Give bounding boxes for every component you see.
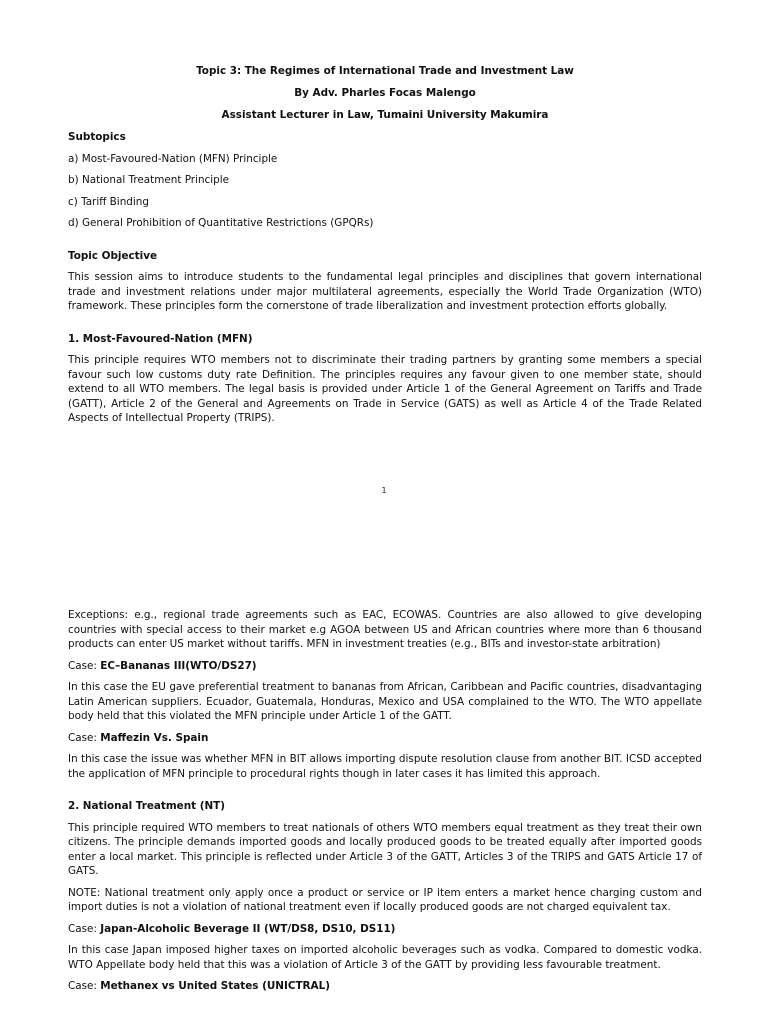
case-heading-methanex (68, 979, 702, 994)
case-prefix: Case: (68, 922, 101, 935)
nt-text: This principle required WTO members to treat nationals of others WTO members equal treatment as they treat their own citizens. The principle demands imported goods and locally produced goods to be treated equally after imported goods enter a local market. This principle is reflected under Article 3 of the GATT, Articles 3 of the TRIPS and GATS Article 17 of GATS. (68, 821, 702, 877)
nt-heading: 2. National Treatment (NT) (68, 800, 225, 812)
case-heading-bananas (68, 659, 702, 674)
case-title: Maffezin Vs. Spain (100, 731, 209, 744)
objective-text: This session aims to introduce students to the fundamental legal principles and disciplines that govern international trade and investment relations under major multilateral agreements, especially the World Trade Organization (WTO) framework. These principles form the cornerstone of trade liberalization and investment protection efforts globally. (68, 271, 702, 312)
case-prefix: Case: (68, 659, 101, 672)
subtopic-item: d) General Prohibition of Quantitative Restrictions (GPQRs) (68, 217, 374, 229)
objective-heading: Topic Objective (68, 249, 158, 262)
page-number: 1 (381, 486, 387, 495)
document-affiliation: Assistant Lecturer in Law, Tumaini University Makumira (221, 109, 549, 121)
subtopic-item: b) National Treatment Principle (68, 174, 230, 186)
case-title: Japan-Alcoholic Beverage II (WT/DS8, DS10, DS11) (100, 922, 396, 935)
subtopic-item: c) Tariff Binding (68, 195, 149, 208)
document-title: Topic 3: The Regimes of International Trade and Investment Law (196, 65, 574, 77)
case-text-maffezin: In this case the issue was whether MFN in BIT allows importing dispute resolution clause from another BIT. ICSD accepted the application of MFN principle to procedural rights though in later cases it has limited this approach. (68, 753, 702, 780)
case-text-bananas: In this case the EU gave preferential treatment to bananas from African, Caribbean and Pacific countries, disadvantaging Latin American suppliers. Ecuador, Guatemala, Honduras, Mexico and USA complained to the WTO. The WTO appellate body held that this violated the MFN principle under Article 1 of the GATT. (68, 681, 702, 722)
document-author: By Adv. Pharles Focas Malengo (294, 87, 476, 99)
mfn-text: This principle requires WTO members not to discriminate their trading partners by granting some members a special favour such low customs duty rate Definition. The principles requires any favour given to one member state, should extend to all WTO members. The legal basis is provided under Article 1 of the General Agreement on Tariffs and Trade (GATT), Article 2 of the General and Agreements on Trade in Service (GATS) as well as Article 4 of the Trade Related Aspects of Intellectual Property (TRIPS). (68, 354, 702, 424)
case-prefix: Case: (68, 731, 101, 744)
document-page-1 (68, 64, 702, 433)
case-heading-japan (68, 922, 702, 937)
case-prefix: Case: (68, 980, 101, 992)
exceptions-text: Exceptions: e.g., regional trade agreements such as EAC, ECOWAS. Countries are also allowed to give developing countries with special access to their market e.g AGOA between US and African countries where more than 6 thousand products can enter US market without tariffs. MFN in investment treaties (e.g., BITs and investor-state arbitration) (68, 609, 702, 650)
nt-note: NOTE: National treatment only apply once a product or service or IP item enters a market hence charging custom and import duties is not a violation of national treatment even if locally produced goods are not charged equivalent tax. (68, 886, 702, 913)
case-title: EC–Bananas III(WTO/DS27) (100, 659, 257, 672)
document-page-2 (68, 608, 702, 1001)
mfn-heading: 1. Most-Favoured-Nation (MFN) (68, 332, 253, 345)
subtopics-heading: Subtopics (68, 131, 126, 143)
case-heading-maffezin (68, 731, 702, 746)
case-text-japan: In this case Japan imposed higher taxes on imported alcoholic beverages such as vodka. Compared to domestic vodka. WTO Appellate body held that this was a violation of Article 3 of the GATT by providing less favourable treatment. (68, 944, 702, 971)
subtopic-item: a) Most-Favoured-Nation (MFN) Principle (68, 152, 278, 165)
case-title: Methanex vs United States (UNICTRAL) (100, 980, 330, 992)
